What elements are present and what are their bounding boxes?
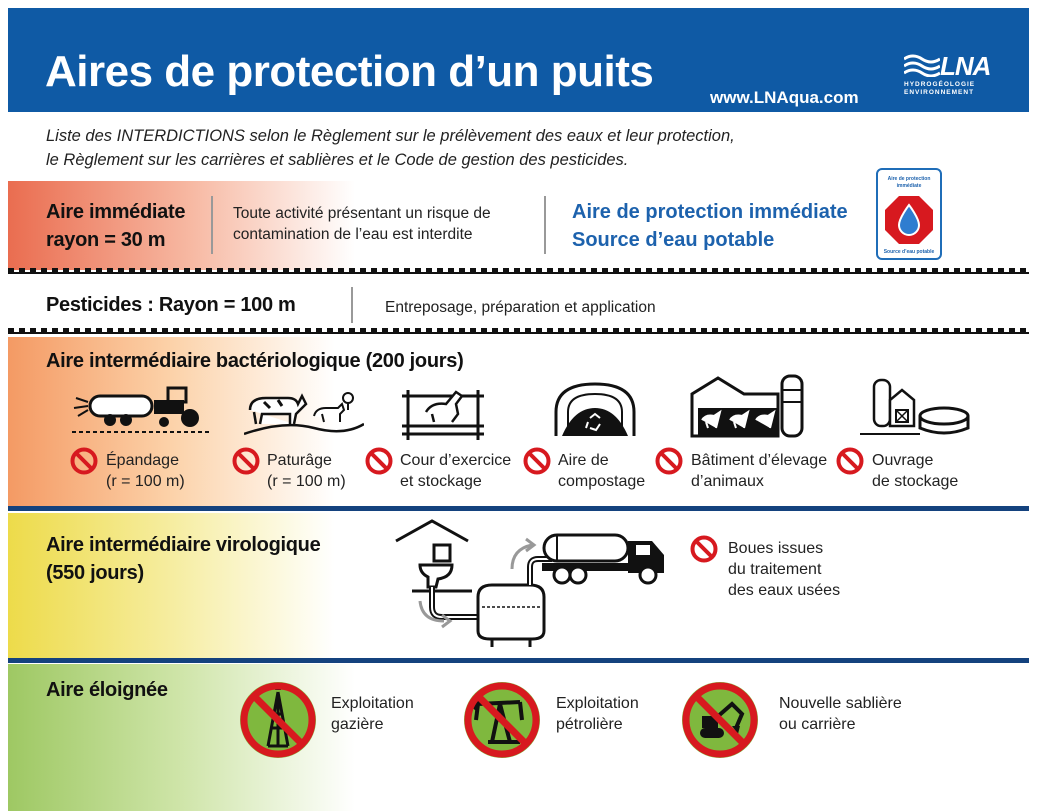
section-separator	[8, 658, 1029, 663]
caption-line-2: du traitement	[728, 561, 822, 578]
caption-line-2: gazière	[331, 716, 384, 733]
caption-line-1: Ouvrage	[872, 452, 934, 469]
caption-line-1: Cour d’exercice	[400, 452, 512, 469]
prohibited-icon	[70, 447, 98, 475]
dashed-separator	[8, 328, 1029, 334]
septic-sludge-truck-icon	[392, 515, 672, 651]
caption-line-2: pétrolière	[556, 716, 623, 733]
immediate-label-1: Aire immédiate	[46, 201, 186, 223]
caption-line-1: Exploitation	[556, 695, 639, 712]
pasture-cows-icon	[244, 384, 364, 440]
page-title: Aires de protection d’un puits	[45, 47, 654, 96]
logo-text: LNA	[940, 51, 991, 81]
sign-top-2: immédiate	[896, 183, 922, 189]
dashed-separator	[8, 268, 1029, 274]
caption-line-1: Nouvelle sablière	[779, 695, 902, 712]
immediate-description	[233, 203, 491, 245]
section-separator	[8, 506, 1029, 511]
storage-tank-icon	[860, 372, 970, 440]
intro-line-1: Liste des INTERDICTIONS selon le Règlement sur le prélèvement des eaux et leur protection,	[46, 127, 735, 145]
bacterio-title: Aire intermédiaire bactériologique (200 jours)	[46, 350, 464, 372]
caption-line-1: Aire de	[558, 452, 609, 469]
caption-line-1: Bâtiment d’élevage	[691, 452, 828, 469]
compost-dome-icon	[552, 378, 638, 440]
header-banner	[8, 8, 1029, 112]
manure-spreader-tractor-icon	[72, 384, 212, 438]
viro-title-1: Aire intermédiaire virologique	[46, 534, 321, 556]
caption-line-2: (r = 100 m)	[106, 473, 185, 490]
viro-title-2: (550 jours)	[46, 562, 144, 584]
lna-logo	[904, 53, 1000, 105]
bacterio-caption-6	[872, 450, 958, 492]
divider	[544, 196, 546, 254]
viro-title	[46, 531, 320, 587]
immediate-desc-2: contamination de l’eau est interdite	[233, 226, 473, 243]
bacterio-caption-3	[400, 450, 511, 492]
sign-bottom-text: Source d’eau potable	[883, 249, 935, 255]
caption-line-1: Paturâge	[267, 452, 332, 469]
prohibited-icon	[523, 447, 551, 475]
bacterio-caption-2	[267, 450, 346, 492]
caption-line-1: Exploitation	[331, 695, 414, 712]
water-drop-octagon-icon	[885, 196, 933, 244]
divider	[211, 196, 213, 254]
immediate-desc-1: Toute activité présentant un risque de	[233, 205, 491, 222]
no-gas-drilling-icon	[238, 680, 318, 760]
prohibited-icon	[836, 447, 864, 475]
blue-heading-1: Aire de protection immédiate	[572, 201, 848, 223]
divider	[351, 287, 353, 323]
immediate-label	[46, 198, 185, 254]
no-oil-pump-icon	[462, 680, 542, 760]
bacterio-caption-4	[558, 450, 645, 492]
prohibited-icon	[365, 447, 393, 475]
intro-line-2: le Règlement sur les carrières et sablières et le Code de gestion des pesticides.	[46, 151, 629, 169]
protection-sign	[876, 168, 942, 260]
waves-icon	[904, 53, 940, 77]
caption-line-1: Boues issues	[728, 540, 824, 557]
sign-top-text	[878, 176, 940, 190]
sign-top-1: Aire de protection	[887, 176, 931, 182]
livestock-barn-icon	[690, 368, 810, 440]
caption-line-2: ou carrière	[779, 716, 856, 733]
remote-title: Aire éloignée	[46, 679, 168, 701]
immediate-label-2: rayon = 30 m	[46, 229, 166, 251]
remote-caption-3	[779, 693, 902, 735]
logo-subtitle-1: HYDROGÉOLOGIE	[904, 81, 976, 88]
caption-line-2: de stockage	[872, 473, 959, 490]
prohibited-icon	[655, 447, 683, 475]
blue-heading-2: Source d’eau potable	[572, 229, 775, 251]
intro-text	[46, 124, 735, 172]
caption-line-2: (r = 100 m)	[267, 473, 346, 490]
caption-line-2: et stockage	[400, 473, 482, 490]
caption-line-1: Épandage	[106, 452, 179, 469]
viro-caption	[728, 538, 840, 601]
website-link[interactable]: www.LNAqua.com	[710, 88, 859, 107]
pesticides-description: Entreposage, préparation et application	[385, 299, 656, 316]
pesticides-label: Pesticides : Rayon = 100 m	[46, 294, 296, 316]
caption-line-3: des eaux usées	[728, 582, 841, 599]
bacterio-caption-1	[106, 450, 185, 492]
caption-line-2: d’animaux	[691, 473, 764, 490]
no-quarry-excavator-icon	[680, 680, 760, 760]
bacterio-caption-5	[691, 450, 827, 492]
prohibited-icon	[232, 447, 260, 475]
remote-caption-2	[556, 693, 639, 735]
caption-line-2: compostage	[558, 473, 646, 490]
remote-caption-1	[331, 693, 414, 735]
prohibited-icon	[690, 535, 718, 563]
immediate-blue-heading	[572, 198, 848, 254]
logo-subtitle-2: ENVIRONNEMENT	[904, 89, 975, 96]
exercise-yard-fence-icon	[398, 382, 488, 442]
